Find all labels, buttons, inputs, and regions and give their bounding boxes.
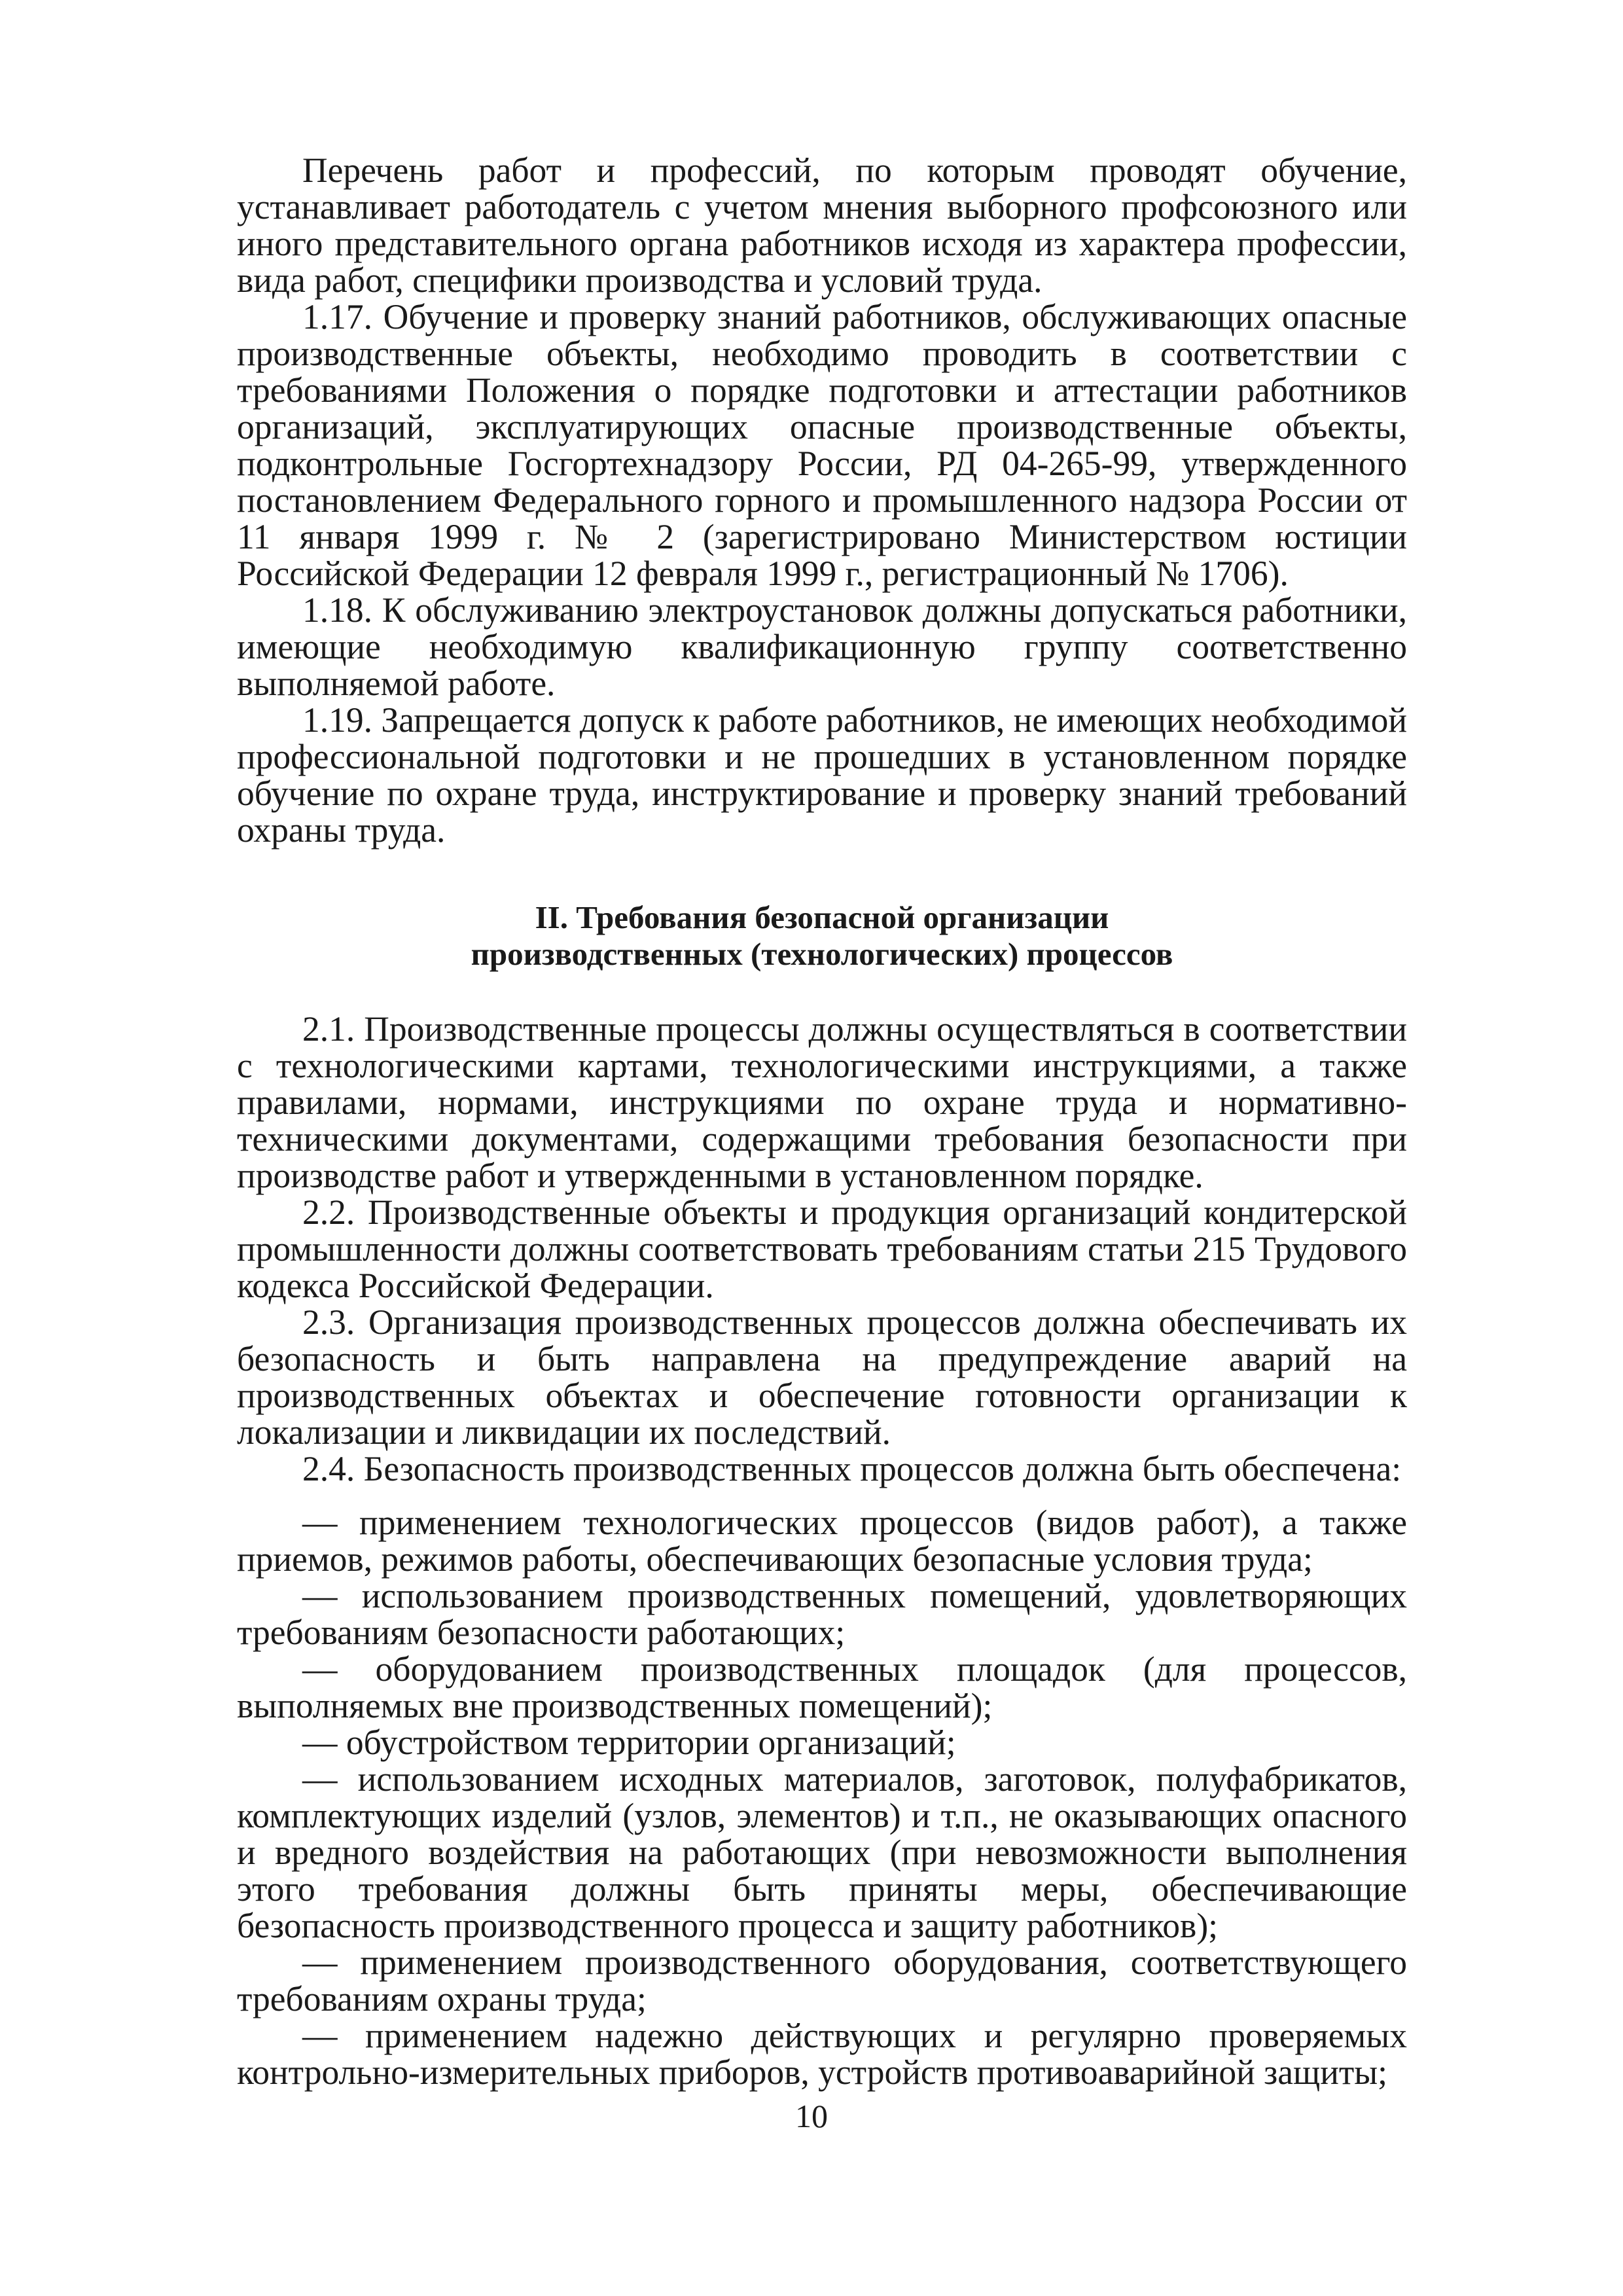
list-item: — применением надежно действующих и регулярно проверяемых контрольно-измерительных приборов, устройств противоаварийной защиты; [237, 2016, 1407, 2092]
list-item: — применением технологических процессов (видов работ), а также приемов, режимов работы, обеспечивающих безопасные условия труда; [237, 1503, 1407, 1579]
page-number: 10 [795, 2098, 828, 2134]
list-item: — использованием производственных помещений, удовлетворяющих требованиям безопасности работающих; [237, 1576, 1407, 1652]
list-item: — обустройством территории организаций; [302, 1723, 956, 1762]
list-item: — использованием исходных материалов, заготовок, полуфабрикатов, комплектующих изделий (узлов, элементов) и т.п., не оказывающих опасного и вредного воздействия на работающих (при невозможности выполнения этого требования должны быть приняты меры, обеспечивающие безопасность производственного процесса и защиту работников); [237, 1759, 1407, 1945]
paragraph-2-2: 2.2. Производственные объекты и продукция организаций кондитерской промышленности должны соответствовать требованиям статьи 215 Трудового кодекса Российской Федерации. [237, 1193, 1407, 1305]
paragraph-professions-list: Перечень работ и профессий, по которым проводят обучение, устанавливает работодатель с учетом мнения выборного профсоюзного или иного представительного органа работников исходя из характера профессии, вида работ, специфики производства и условий труда. [237, 151, 1407, 300]
list-item: — применением производственного оборудования, соответствующего требованиям охраны труда; [237, 1943, 1407, 2018]
paragraph-1-18: 1.18. К обслуживанию электроустановок должны допускаться работники, имеющие необходимую квалификационную группу соответственно выполняемой работе. [237, 590, 1407, 703]
paragraph-2-3: 2.3. Организация производственных процессов должна обеспечивать их безопасность и быть направлена на предупреждение аварий на производственных объектах и обеспечение готовности организации к локализации и ликвидации их последствий. [237, 1302, 1407, 1452]
section-heading [237, 899, 1407, 973]
paragraph-2-1: 2.1. Производственные процессы должны осуществляться в соответствии с технологическими картами, технологическими инструкциями, а также правилами, нормами, инструкциями по охране труда и нормативно-техническими документами, содержащими требования безопасности при производстве работ и утвержденными в установленном порядке. [237, 1009, 1407, 1195]
section-heading-line2: производственных (технологических) процессов [471, 936, 1173, 972]
list-spacer [237, 1487, 1407, 1504]
list-item: — оборудованием производственных площадок (для процессов, выполняемых вне производственных помещений); [237, 1649, 1407, 1725]
paragraph-1-19: 1.19. Запрещается допуск к работе работников, не имеющих необходимой профессиональной подготовки и не прошедших в установленном порядке обучение по охране труда, инструктирование и проверку знаний требований охраны труда. [237, 700, 1407, 850]
section-heading-line1: II. Требования безопасной организации [535, 899, 1109, 935]
document-page [237, 152, 1407, 2090]
paragraph-1-17: 1.17. Обучение и проверку знаний работников, обслуживающих опасные производственные объекты, необходимо проводить в соответствии с требованиями Положения о порядке подготовки и аттестации работников организаций, эксплуатирующих опасные производственные объекты, подконтрольные Госгортехнадзору России, РД 04-265-99, утвержденного постановлением Федерального горного и промышленного надзора России от 11 января 1999 г. № 2 (зарегистрировано Министерством юстиции Российской Федерации 12 февраля 1999 г., регистрационный № 1706). [237, 297, 1407, 593]
paragraph-2-4: 2.4. Безопасность производственных процессов должна быть обеспечена: [302, 1449, 1402, 1488]
